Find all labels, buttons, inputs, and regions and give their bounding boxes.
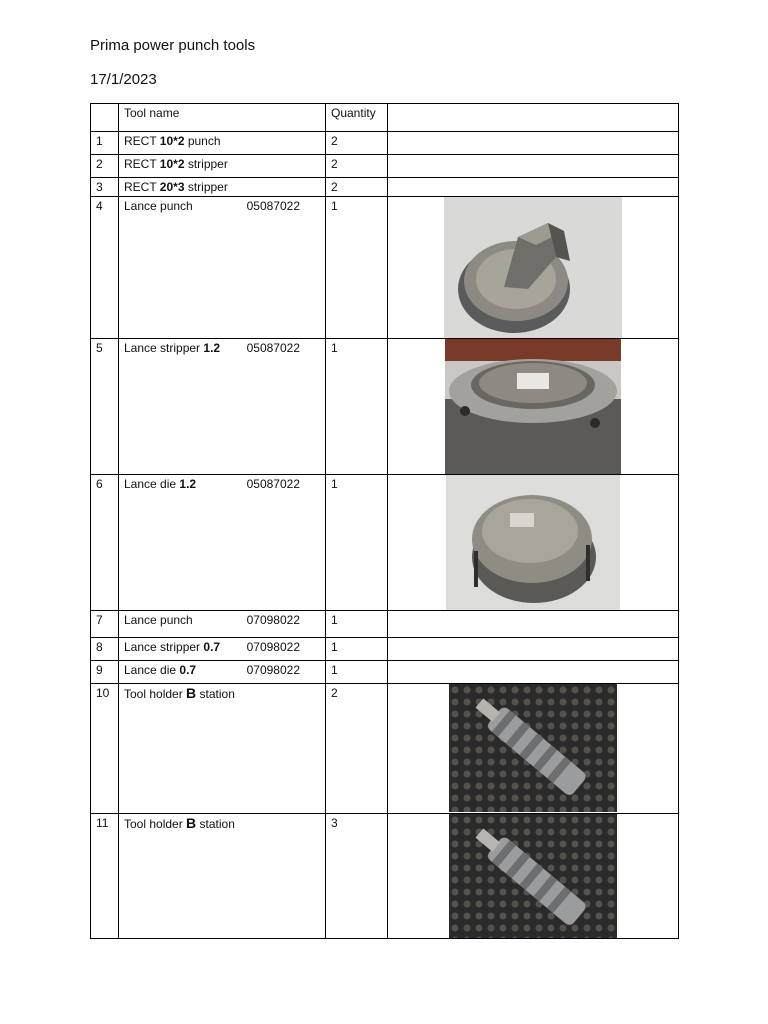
tool-name bbox=[124, 686, 235, 701]
tool-name-cell bbox=[119, 132, 326, 155]
header-photo bbox=[388, 104, 679, 132]
table-row bbox=[91, 197, 679, 339]
tool-size-bold: B bbox=[186, 815, 197, 831]
lance-stripper-photo bbox=[445, 339, 621, 475]
tool-name-text: Lance stripper bbox=[124, 341, 204, 355]
photo-cell bbox=[388, 178, 679, 197]
row-number: 6 bbox=[91, 475, 119, 611]
row-number: 9 bbox=[91, 661, 119, 684]
quantity-cell: 1 bbox=[326, 197, 388, 339]
tool-holder-photo bbox=[449, 814, 617, 939]
quantity-cell: 2 bbox=[326, 684, 388, 814]
tool-name-cell bbox=[119, 814, 326, 939]
tool-name-cell bbox=[119, 475, 326, 611]
tool-name-text: Tool holder bbox=[124, 817, 187, 831]
quantity-cell: 2 bbox=[326, 155, 388, 178]
tool-name-text: RECT bbox=[124, 180, 160, 194]
tool-name bbox=[124, 663, 196, 677]
lance-punch-photo bbox=[444, 197, 622, 339]
tool-size-bold: 20*3 bbox=[159, 180, 185, 194]
photo-cell bbox=[388, 638, 679, 661]
tool-name-text: Lance punch bbox=[124, 199, 193, 213]
table-row bbox=[91, 155, 679, 178]
tool-name bbox=[124, 341, 220, 355]
tool-code: 05087022 bbox=[246, 341, 300, 355]
tool-size-bold: 0.7 bbox=[179, 663, 197, 677]
photo-cell bbox=[388, 661, 679, 684]
tool-code: 05087022 bbox=[246, 199, 300, 213]
tool-name-cell bbox=[119, 339, 326, 475]
tool-name bbox=[124, 640, 220, 654]
tool-name bbox=[124, 134, 221, 148]
header-tool-name: Tool name bbox=[119, 104, 326, 132]
quantity-cell: 1 bbox=[326, 339, 388, 475]
table-row bbox=[91, 638, 679, 661]
table-header-row bbox=[91, 104, 679, 132]
tool-size-bold: 1.2 bbox=[179, 477, 197, 491]
tool-code: 07098022 bbox=[246, 613, 300, 627]
tool-code: 05087022 bbox=[246, 477, 300, 491]
tool-name-text: Lance die bbox=[124, 477, 180, 491]
tool-name-suffix: stripper bbox=[184, 157, 228, 171]
row-number: 7 bbox=[91, 611, 119, 638]
tool-name bbox=[124, 477, 196, 491]
tool-name-cell bbox=[119, 197, 326, 339]
table-row bbox=[91, 661, 679, 684]
quantity-cell: 1 bbox=[326, 638, 388, 661]
document-date: 17/1/2023 bbox=[90, 71, 157, 88]
header-number bbox=[91, 104, 119, 132]
tool-name-cell bbox=[119, 638, 326, 661]
tool-size-bold: 0.7 bbox=[203, 640, 221, 654]
tool-name-text: RECT bbox=[124, 157, 160, 171]
quantity-cell: 3 bbox=[326, 814, 388, 939]
tool-size-bold: 10*2 bbox=[159, 134, 185, 148]
quantity-cell: 1 bbox=[326, 475, 388, 611]
row-number: 11 bbox=[91, 814, 119, 939]
tool-code: 07098022 bbox=[246, 640, 300, 654]
quantity-cell: 2 bbox=[326, 132, 388, 155]
photo-cell bbox=[388, 155, 679, 178]
row-number: 4 bbox=[91, 197, 119, 339]
photo-cell bbox=[388, 197, 679, 339]
tool-name-text: RECT bbox=[124, 134, 160, 148]
row-number: 3 bbox=[91, 178, 119, 197]
tool-name-suffix: punch bbox=[184, 134, 221, 148]
tool-size-bold: 10*2 bbox=[159, 157, 185, 171]
photo-cell bbox=[388, 339, 679, 475]
table-row bbox=[91, 178, 679, 197]
table-row bbox=[91, 339, 679, 475]
table-body bbox=[91, 132, 679, 939]
tool-name bbox=[124, 613, 193, 627]
tool-name bbox=[124, 157, 228, 171]
tool-name-cell bbox=[119, 611, 326, 638]
tool-name-cell bbox=[119, 155, 326, 178]
photo-cell bbox=[388, 132, 679, 155]
tool-name-text: Lance stripper bbox=[124, 640, 204, 654]
tool-code: 07098022 bbox=[246, 663, 300, 677]
tool-size-bold: 1.2 bbox=[203, 341, 221, 355]
tool-name-text: Lance die bbox=[124, 663, 180, 677]
photo-cell bbox=[388, 684, 679, 814]
row-number: 10 bbox=[91, 684, 119, 814]
tool-name-suffix: station bbox=[196, 817, 235, 831]
tools-table bbox=[90, 103, 679, 939]
table-row bbox=[91, 132, 679, 155]
table-row bbox=[91, 684, 679, 814]
quantity-cell: 1 bbox=[326, 611, 388, 638]
table-row bbox=[91, 611, 679, 638]
tool-name bbox=[124, 816, 235, 831]
tool-name-suffix: station bbox=[196, 687, 235, 701]
header-quantity: Quantity bbox=[326, 104, 388, 132]
row-number: 8 bbox=[91, 638, 119, 661]
tool-name-text: Tool holder bbox=[124, 687, 187, 701]
table-row bbox=[91, 475, 679, 611]
tool-name-suffix: stripper bbox=[184, 180, 228, 194]
tool-name-cell bbox=[119, 661, 326, 684]
tool-holder-photo bbox=[449, 684, 617, 812]
document-title: Prima power punch tools bbox=[90, 37, 256, 54]
tool-size-bold: B bbox=[186, 685, 197, 701]
row-number: 1 bbox=[91, 132, 119, 155]
table-row bbox=[91, 814, 679, 939]
photo-cell bbox=[388, 814, 679, 939]
lance-die-photo bbox=[446, 475, 620, 611]
tool-name-text: Lance punch bbox=[124, 613, 193, 627]
tool-name bbox=[124, 199, 193, 213]
row-number: 5 bbox=[91, 339, 119, 475]
tool-name-cell bbox=[119, 178, 326, 197]
row-number: 2 bbox=[91, 155, 119, 178]
quantity-cell: 1 bbox=[326, 661, 388, 684]
photo-cell bbox=[388, 475, 679, 611]
tool-name-cell bbox=[119, 684, 326, 814]
photo-cell bbox=[388, 611, 679, 638]
tool-name bbox=[124, 180, 228, 194]
quantity-cell: 2 bbox=[326, 178, 388, 197]
